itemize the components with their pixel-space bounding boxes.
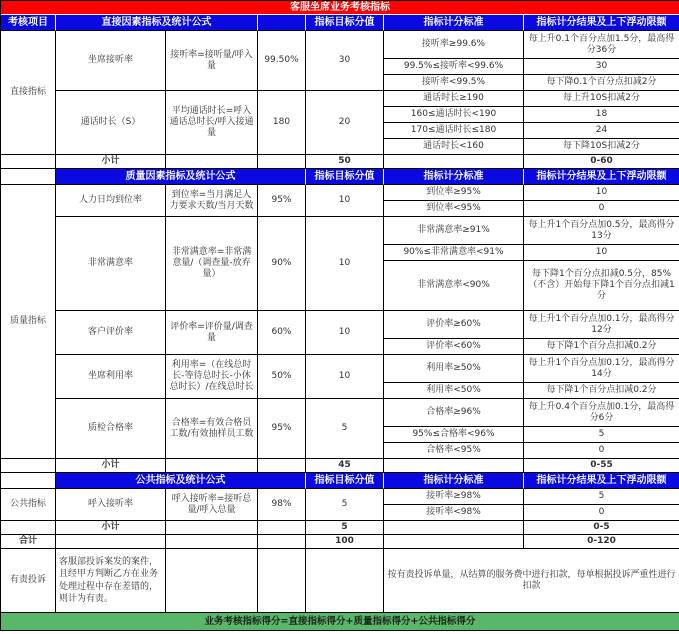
result-cell: 每上升0.4个百分点加0.1分，最高得分6分 xyxy=(524,399,679,427)
footer-score-formula: 业务考核指标得分=直接指标得分+质量指标得分+公共指标得分 xyxy=(1,613,679,631)
target-cell: 98% xyxy=(258,489,306,521)
subtotal-label-cell: 小计 xyxy=(56,459,166,473)
empty-cell xyxy=(258,549,306,613)
column-header-standard: 指标计分标准 xyxy=(384,15,524,31)
standard-cell: 170≤通话时长≤180 xyxy=(384,123,524,139)
standard-cell: 非常满意率≥91% xyxy=(384,217,524,245)
formula-cell: 呼入接听率=接听总量/呼入总量 xyxy=(166,489,258,521)
formula-cell: 到位率=当月满足人力要求天数/当月天数 xyxy=(166,185,258,217)
result-cell: 每下降1个百分点扣减0.2分 xyxy=(524,339,679,355)
indicator-name-cell: 通话时长（S） xyxy=(56,91,166,155)
formula-cell: 平均通话时长=呼入通话总时长/呼入接通量 xyxy=(166,91,258,155)
empty-cell xyxy=(1,473,56,489)
column-header-direct-formula: 直接因素指标及统计公式 xyxy=(56,15,258,31)
result-cell: 每下降1个百分点扣减0.5分，85%（不含）开始每下降1个百分点扣减1分 xyxy=(524,261,679,311)
subtotal-label-cell: 小计 xyxy=(56,521,166,535)
indicator-name-cell: 客户评价率 xyxy=(56,311,166,355)
target-cell: 99.50% xyxy=(258,31,306,91)
empty-cell xyxy=(166,549,258,613)
total-score-cell: 100 xyxy=(306,535,384,549)
target-cell: 60% xyxy=(258,311,306,355)
empty-cell xyxy=(384,535,524,549)
empty-cell xyxy=(166,535,258,549)
subtotal-range-cell: 0-60 xyxy=(524,155,679,169)
subtotal-range-cell: 0-5 xyxy=(524,521,679,535)
formula-cell: 利用率=（在线总时长-等待总时长-小休总时长）/在线总时长 xyxy=(166,355,258,399)
formula-cell: 接听率=接听量/呼入量 xyxy=(166,31,258,91)
section-label-quality: 质量指标 xyxy=(1,185,56,459)
result-cell: 18 xyxy=(524,107,679,123)
empty-cell xyxy=(56,535,166,549)
standard-cell: 通话时长≥190 xyxy=(384,91,524,107)
standard-cell: 评价率≥60% xyxy=(384,311,524,339)
table-title: 客服坐席业务考核指标 xyxy=(1,1,679,15)
empty-cell xyxy=(1,521,56,535)
standard-cell: 90%≤非常满意率<91% xyxy=(384,245,524,261)
standard-cell: 非常满意率<90% xyxy=(384,261,524,311)
total-range-cell: 0-120 xyxy=(524,535,679,549)
section-header-quality: 质量因素指标及统计公式 xyxy=(56,169,306,185)
score-cell: 10 xyxy=(306,217,384,311)
target-cell: 180 xyxy=(258,91,306,155)
standard-cell: 到位率≥95% xyxy=(384,185,524,201)
result-cell: 0 xyxy=(524,443,679,459)
empty-cell xyxy=(384,521,524,535)
liability-rule-cell: 按有责投诉单量，从结算的服务费中进行扣款，每单根据投诉严重性进行扣款 xyxy=(384,549,679,613)
empty-cell xyxy=(166,521,258,535)
empty-cell xyxy=(166,155,258,169)
indicator-name-cell: 坐席利用率 xyxy=(56,355,166,399)
result-cell: 24 xyxy=(524,123,679,139)
score-cell: 10 xyxy=(306,311,384,355)
standard-cell: 合格率≥96% xyxy=(384,399,524,427)
standard-cell: 接听率<98% xyxy=(384,505,524,521)
column-header-target-score: 指标目标分值 xyxy=(306,473,384,489)
empty-cell xyxy=(1,459,56,473)
empty-cell xyxy=(258,459,306,473)
score-cell: 5 xyxy=(306,489,384,521)
result-cell: 每上升0.1个百分点加1.5分，最高得分36分 xyxy=(524,31,679,59)
empty-cell xyxy=(166,459,258,473)
target-cell: 95% xyxy=(258,185,306,217)
standard-cell: 接听率≥98% xyxy=(384,489,524,505)
standard-cell: 99.5%≤接听率<99.6% xyxy=(384,59,524,75)
standard-cell: 160≤通话时长<190 xyxy=(384,107,524,123)
column-header-target-score: 指标目标分值 xyxy=(306,169,384,185)
empty-cell xyxy=(258,521,306,535)
column-header-empty xyxy=(258,15,306,31)
subtotal-score-cell: 45 xyxy=(306,459,384,473)
standard-cell: 评价率<60% xyxy=(384,339,524,355)
empty-cell xyxy=(384,155,524,169)
section-label-direct: 直接指标 xyxy=(1,31,56,155)
subtotal-label-cell: 小计 xyxy=(56,155,166,169)
indicator-name-cell: 质检合格率 xyxy=(56,399,166,459)
standard-cell: 通话时长<160 xyxy=(384,139,524,155)
column-header-result: 指标计分结果及上下浮动限额 xyxy=(524,15,679,31)
target-cell: 90% xyxy=(258,217,306,311)
standard-cell: 合格率<95% xyxy=(384,443,524,459)
empty-cell xyxy=(258,535,306,549)
score-cell: 30 xyxy=(306,31,384,91)
empty-cell xyxy=(1,169,56,185)
result-cell: 0 xyxy=(524,201,679,217)
indicator-name-cell: 人力日均到位率 xyxy=(56,185,166,217)
standard-cell: 利用率<50% xyxy=(384,383,524,399)
subtotal-range-cell: 0-55 xyxy=(524,459,679,473)
empty-cell xyxy=(306,549,384,613)
result-cell: 5 xyxy=(524,489,679,505)
score-cell: 5 xyxy=(306,399,384,459)
result-cell: 每下降0.1个百分点扣减2分 xyxy=(524,75,679,91)
result-cell: 每下降10S扣减2分 xyxy=(524,139,679,155)
section-label-public: 公共指标 xyxy=(1,489,56,521)
result-cell: 每下降1个百分点扣减0.2分 xyxy=(524,383,679,399)
column-header-standard: 指标计分标准 xyxy=(384,473,524,489)
column-header-project: 考核项目 xyxy=(1,15,56,31)
result-cell: 0 xyxy=(524,505,679,521)
liability-description-cell: 客服部投诉案发的案件，且经甲方判断乙方在业务处理过程中存在差错的，则计为有责。 xyxy=(56,549,166,613)
result-cell: 30 xyxy=(524,59,679,75)
result-cell: 每上升10S扣减2分 xyxy=(524,91,679,107)
standard-cell: 接听率≥99.6% xyxy=(384,31,524,59)
score-cell: 10 xyxy=(306,185,384,217)
score-cell: 10 xyxy=(306,355,384,399)
empty-cell xyxy=(384,459,524,473)
column-header-result: 指标计分结果及上下浮动限额 xyxy=(524,169,679,185)
column-header-target-score: 指标目标分值 xyxy=(306,15,384,31)
result-cell: 10 xyxy=(524,245,679,261)
column-header-result: 指标计分结果及上下浮动限额 xyxy=(524,473,679,489)
total-label-cell: 合计 xyxy=(1,535,56,549)
formula-cell: 非常满意率=非常满意量/（调查量-放弃量） xyxy=(166,217,258,311)
result-cell: 每上升1个百分点加0.5分，最高得分13分 xyxy=(524,217,679,245)
indicator-name-cell: 非常满意率 xyxy=(56,217,166,311)
formula-cell: 评价率=评价量/调查量 xyxy=(166,311,258,355)
standard-cell: 95%≤合格率<96% xyxy=(384,427,524,443)
standard-cell: 接听率<99.5% xyxy=(384,75,524,91)
standard-cell: 利用率≥50% xyxy=(384,355,524,383)
score-cell: 20 xyxy=(306,91,384,155)
target-cell: 50% xyxy=(258,355,306,399)
indicator-name-cell: 坐席接听率 xyxy=(56,31,166,91)
result-cell: 每上升1个百分点加0.1分，最高得分12分 xyxy=(524,311,679,339)
result-cell: 每上升1个百分点加0.1分，最高得分14分 xyxy=(524,355,679,383)
standard-cell: 到位率<95% xyxy=(384,201,524,217)
column-header-standard: 指标计分标准 xyxy=(384,169,524,185)
target-cell: 95% xyxy=(258,399,306,459)
section-header-public: 公共指标及统计公式 xyxy=(56,473,306,489)
formula-cell: 合格率=有效合格员工数/有效抽样员工数 xyxy=(166,399,258,459)
empty-cell xyxy=(258,155,306,169)
empty-cell xyxy=(1,155,56,169)
indicator-name-cell: 呼入接听率 xyxy=(56,489,166,521)
result-cell: 5 xyxy=(524,427,679,443)
result-cell: 10 xyxy=(524,185,679,201)
subtotal-score-cell: 5 xyxy=(306,521,384,535)
liability-label-cell: 有责投诉 xyxy=(1,549,56,613)
subtotal-score-cell: 50 xyxy=(306,155,384,169)
